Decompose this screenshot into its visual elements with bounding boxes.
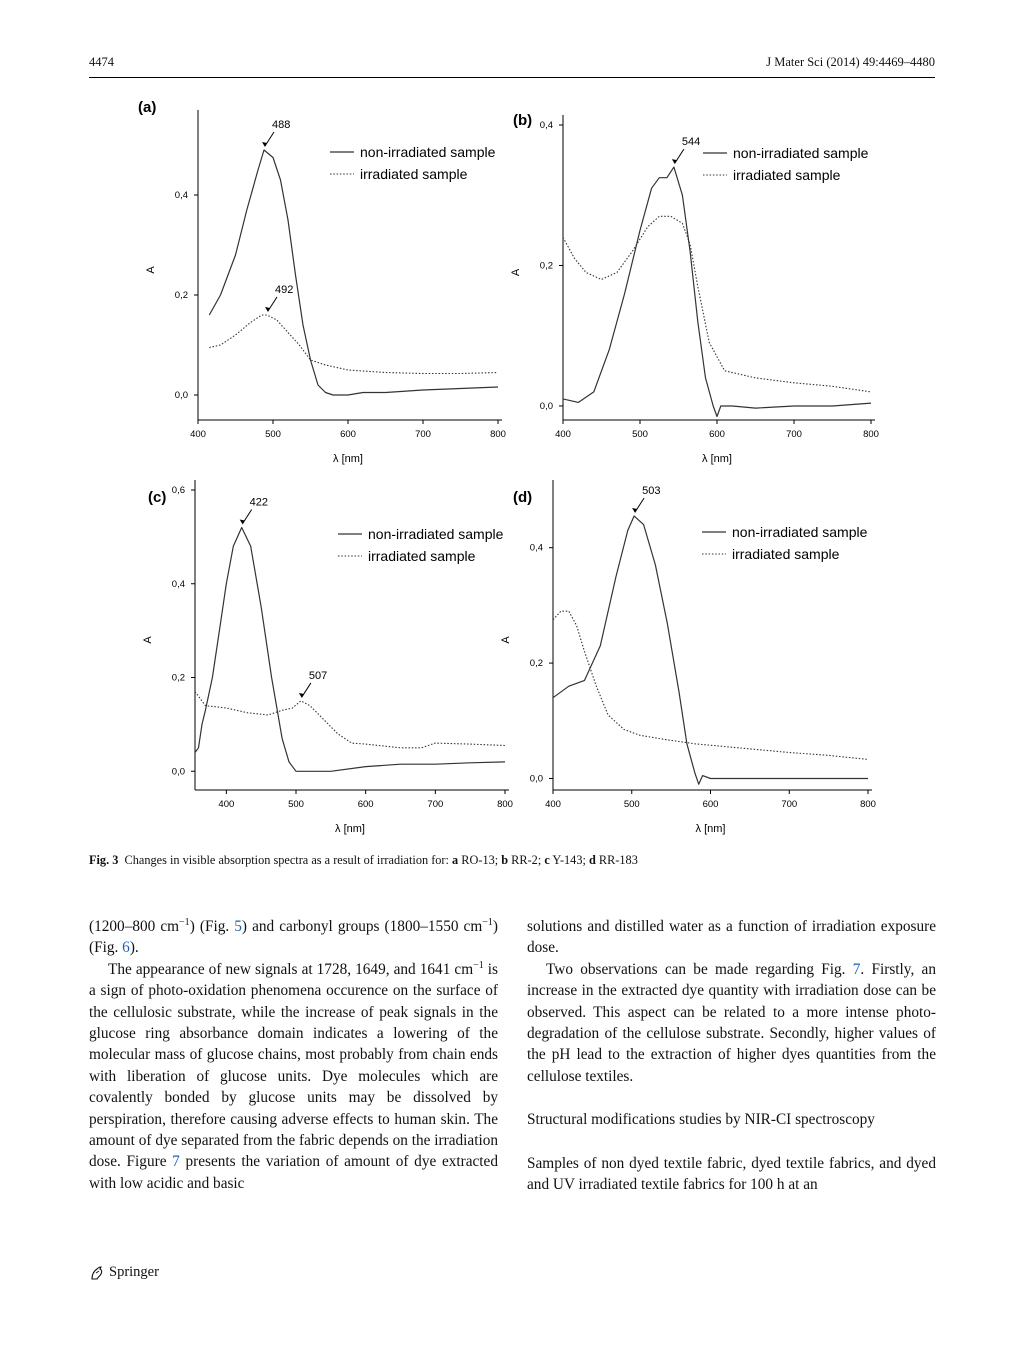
annotation-arrowhead: [672, 159, 677, 164]
peak-annotation: 503: [642, 484, 661, 497]
fig-7-link-right[interactable]: 7: [852, 960, 861, 978]
y-tick-label: 0,2: [539, 260, 553, 272]
x-tick-label: 800: [497, 799, 513, 810]
y-tick-label: 0,6: [171, 485, 185, 496]
peak-annotation: 422: [249, 496, 269, 509]
y-tick-label: 0,4: [529, 542, 543, 554]
y-tick-label: 0,2: [174, 290, 188, 301]
panel-label: (d): [513, 489, 533, 506]
legend-non-irradiated: non-irradiated sample: [733, 145, 869, 161]
paragraph-continued: (1200–800 $cm^{-1}$) (Fig. 5) and carbonyl groups (1800–1550 $cm^{-1}$) (Fig. 6).: [89, 916, 498, 957]
figure-panel-a: [130, 92, 520, 472]
panel-label: (b): [513, 112, 533, 129]
x-tick-label: 800: [860, 799, 876, 810]
x-axis-title: λ [nm]: [695, 823, 726, 835]
chart-c: [140, 482, 520, 840]
peak-annotation: 492: [275, 284, 294, 296]
figure-panel-c: [140, 482, 520, 840]
peak-annotation: 507: [308, 669, 328, 682]
x-axis-title: λ [nm]: [702, 453, 732, 465]
y-axis-title: A: [510, 268, 522, 277]
series-irradiated-line: [553, 611, 868, 759]
chart-a: [130, 92, 520, 472]
x-tick-label: 700: [415, 429, 431, 440]
series-irradiated-line: [563, 216, 871, 392]
y-tick-label: 0,0: [174, 390, 188, 401]
y-tick-label: 0,4: [171, 578, 185, 590]
peak-annotation: 544: [681, 136, 701, 149]
series-non-irradiated-line: [563, 167, 871, 416]
caption-c-text: Y-143;: [552, 853, 586, 867]
legend-non-irradiated: non-irradiated sample: [732, 524, 868, 540]
annotation-arrowhead: [262, 142, 267, 147]
caption-text: Changes in visible absorption spectra as a result of irradiation for:: [124, 853, 449, 867]
y-tick-label: 0,0: [539, 400, 553, 412]
y-tick-label: 0,0: [529, 773, 543, 785]
x-tick-label: 800: [490, 429, 506, 440]
x-tick-label: 600: [357, 799, 374, 810]
figure-panel-b: [505, 105, 895, 472]
springer-horse-icon: [89, 1265, 105, 1281]
annotation-arrowhead: [265, 307, 270, 312]
figure-caption: [89, 853, 935, 868]
journal-citation: J Mater Sci (2014) 49:4469–4480: [766, 55, 935, 69]
y-axis-title: A: [500, 636, 512, 644]
fig-7-link[interactable]: 7: [172, 1153, 180, 1171]
x-tick-label: 700: [781, 799, 798, 810]
legend-irradiated: irradiated sample: [368, 548, 476, 564]
paragraph-observations: Two observations can be made regarding Fig. 7. Firstly, an increase in the extracted dye quantity with irradiation dose can be observed. This aspect can be related to a more intense photo-degradation of the cellulose substrate. Secondly, higher values of the pH lead to the extraction of higher dyes quantities from the cellulose textiles.: [527, 960, 936, 1085]
annotation-arrowhead: [632, 508, 637, 513]
caption-c: c: [544, 853, 550, 867]
chart-d: [500, 482, 895, 840]
page-footer: [89, 1264, 159, 1281]
fig-5-link[interactable]: 5: [234, 918, 242, 935]
y-axis-title: A: [142, 636, 154, 644]
series-irradiated-line: [209, 315, 498, 374]
x-tick-label: 700: [427, 799, 444, 810]
section-heading: Structural modifications studies by NIR-CI spectroscopy: [527, 1111, 875, 1129]
x-tick-label: 800: [863, 429, 879, 440]
legend-irradiated: irradiated sample: [732, 546, 840, 562]
fig-6-link[interactable]: 6: [122, 939, 130, 957]
y-tick-label: 0,2: [529, 658, 543, 670]
publisher-name: Springer: [109, 1264, 159, 1280]
paragraph-samples: Samples of non dyed textile fabric, dyed textile fabrics, and dyed and UV irradiated textile fabrics for 100 h at an: [527, 1154, 936, 1194]
caption-b: b: [501, 853, 509, 867]
annotation-arrowhead: [299, 693, 304, 698]
caption-a-text: RO-13;: [461, 853, 499, 867]
figure-panel-d: [500, 482, 895, 840]
legend-non-irradiated: non-irradiated sample: [368, 526, 504, 542]
y-tick-label: 0,2: [171, 672, 185, 684]
x-tick-label: 500: [288, 799, 304, 810]
x-tick-label: 500: [632, 429, 648, 440]
y-tick-label: 0,4: [539, 120, 553, 131]
caption-b-text: RR-2;: [511, 853, 542, 867]
panel-label: (c): [148, 489, 167, 506]
x-tick-label: 500: [623, 799, 640, 810]
x-tick-label: 500: [265, 429, 281, 440]
y-tick-label: 0,4: [174, 190, 188, 201]
left-column: [89, 916, 498, 1194]
figure-label: Fig. 3: [89, 853, 119, 867]
legend-irradiated: irradiated sample: [360, 166, 468, 182]
paragraph-photo-oxidation: The appearance of new signals at 1728, 1649, and 1641 $cm^{-1}$ is a sign of photo-oxidation phenomena occurence on the surface of the cellulosic substrate, while the increase of peak signals in the glucose ring absorbance domain indicates a lowering of the molecular mass of glucose chains, most probably from chain ends with liberation of glucose units. Dye molecules which are covalently bonded by glucose units may be dissolved by perspiration, therefore causing adverse effects to human skin. The amount of dye separated from the fabric depends on the irradiation dose. Figure 7 presents the variation of amount of dye extracted with low acidic and basic: [89, 959, 498, 1192]
series-non-irradiated-line: [209, 150, 498, 395]
x-tick-label: 700: [786, 429, 802, 440]
x-tick-label: 400: [190, 429, 206, 440]
x-tick-label: 400: [555, 429, 571, 440]
x-axis-title: λ [nm]: [333, 453, 363, 465]
x-tick-label: 600: [340, 429, 356, 440]
caption-d-text: RR-183: [598, 853, 638, 867]
caption-a: a: [452, 853, 459, 867]
chart-b: [505, 105, 895, 472]
y-tick-label: 0,0: [171, 766, 185, 778]
page-number: 4474: [89, 55, 114, 69]
caption-d: d: [588, 853, 596, 867]
panel-label: (a): [138, 99, 157, 116]
series-non-irradiated-line: [195, 528, 505, 772]
paragraph-continued-right: solutions and distilled water as a function of irradiation exposure dose.: [527, 918, 936, 957]
x-tick-label: 400: [218, 799, 235, 810]
series-irradiated-line: [195, 692, 505, 748]
right-column: [527, 916, 936, 1195]
y-axis-title: A: [145, 266, 157, 274]
x-tick-label: 400: [545, 799, 561, 810]
x-axis-title: λ [nm]: [335, 823, 365, 835]
page-header: [89, 55, 935, 78]
legend-non-irradiated: non-irradiated sample: [360, 144, 496, 160]
peak-annotation: 488: [272, 119, 291, 131]
legend-irradiated: irradiated sample: [733, 167, 841, 183]
x-tick-label: 600: [702, 799, 719, 810]
x-tick-label: 600: [709, 429, 725, 440]
